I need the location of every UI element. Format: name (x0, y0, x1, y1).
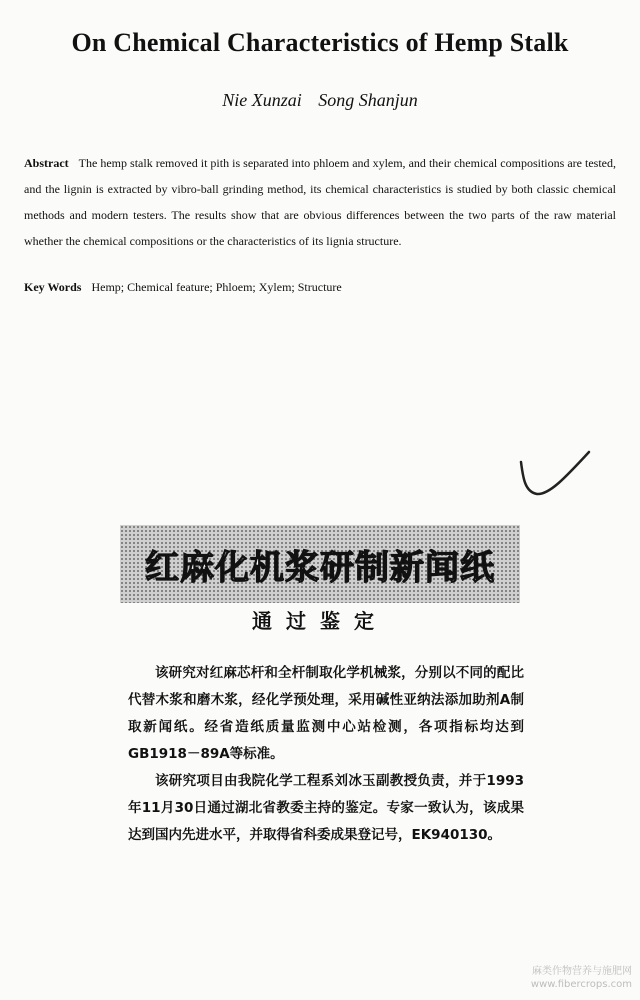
news-body (128, 660, 524, 849)
watermark-line: 麻类作物营养与施肥网 (532, 966, 632, 977)
site-watermark (492, 965, 632, 991)
checkmark-icon (515, 448, 595, 508)
author-name: Song Shanjun (318, 90, 418, 110)
author-name: Nie Xunzai (222, 90, 302, 110)
keywords-block (24, 276, 616, 298)
abstract-block (24, 150, 616, 254)
news-paragraph: 该研究项目由我院化学工程系刘冰玉副教授负责，并于1993年11月30日通过湖北省教委主持的鉴定。专家一致认为，该成果达到国内先进水平，并取得省科委成果登记号，EK940130。 (128, 773, 524, 843)
keywords-label: Key Words (24, 280, 82, 294)
paper-title: On Chemical Characteristics of Hemp Stalk (71, 28, 569, 57)
watermark-line: www.fibercrops.com (530, 979, 632, 990)
news-paragraph: 该研究对红麻芯杆和全杆制取化学机械浆，分别以不同的配比代替木浆和磨木浆，经化学预处理，采用碱性亚纳法添加助剂A制取新闻纸。经省造纸质量监测中心站检测，各项指标均达到GB1918－89A等标准。 (128, 665, 524, 762)
banner-title: 红麻化机浆研制新闻纸 (145, 547, 495, 588)
abstract-label: Abstract (24, 156, 69, 170)
author-line (0, 90, 640, 111)
news-banner (120, 525, 520, 603)
abstract-text: The hemp stalk removed it pith is separated into phloem and xylem, and their chemical compositions are tested, and the lignin is extracted by vibro-ball grinding method, its chemical characteristics is studied by both classic chemical methods and modern testers. The results show that are obvious differences between the two parts of the raw material whether the chemical compositions or the characteristics of its lignia structure. (24, 156, 616, 248)
news-subtitle: 通过鉴定 (252, 609, 388, 633)
keywords-text: Hemp; Chemical feature; Phloem; Xylem; Structure (91, 280, 342, 294)
